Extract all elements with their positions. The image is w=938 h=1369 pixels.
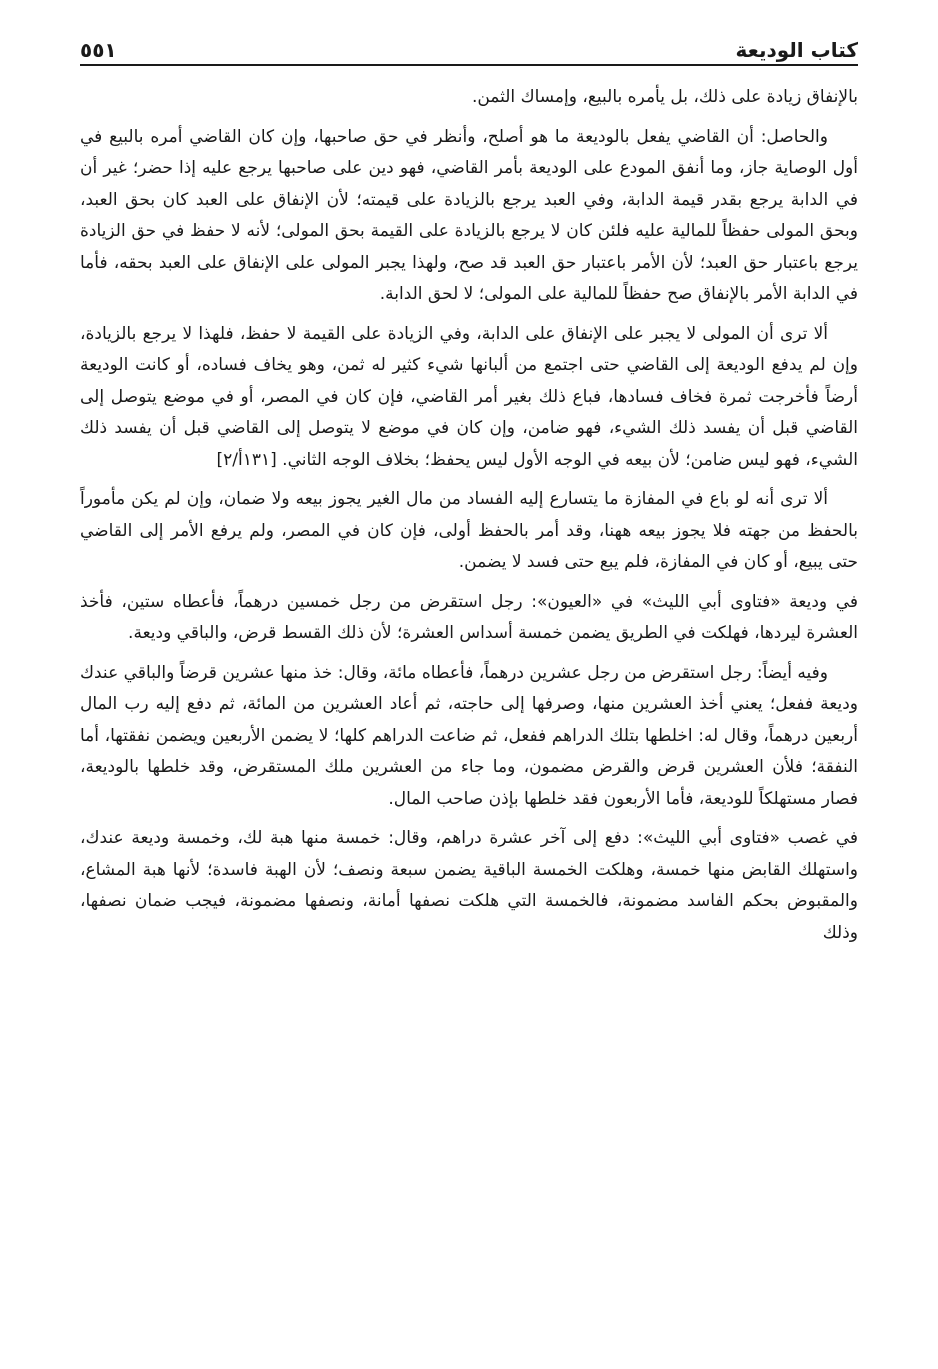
paragraph-1: بالإنفاق زيادة على ذلك، بل يأمره بالبيع، وإمساك الثمن. — [471, 87, 858, 107]
body-text — [80, 82, 858, 949]
paragraph-5: في وديعة «فتاوى أبي الليث» في «العيون»: رجل استقرض من رجل خمسين درهماً، فأعطاه ستين، فأخذ العشرة ليردها، فهلكت في الطريق يضمن خمسة أسداس العشرة؛ لأن ذلك القسط قرض، والباقي وديعة. — [80, 591, 858, 643]
paragraph-3: ألا ترى أن المولى لا يجبر على الإنفاق على الدابة، وفي الزيادة على القيمة لا حفظ، فلهذا لا يرجع بالزيادة، وإن لم يدفع الوديعة إلى القاضي حتى اجتمع من ألبانها شيء كثير له ثمن، وهو يخاف فساده، أو كانت الوديعة أرضاً فأخرجت ثمرة فخاف فسادها، فباع ذلك بغير أمر القاضي، فإن كان في المصر، أو في موضع يتوصل إلى القاضي قبل أن يفسد ذلك الشيء، فهو ضامن، وإن كان في موضع لا يتوصل إلى القاضي قبل أن يفسد ذلك الشيء، فهو ليس ضامن؛ لأن بيعه في الوجه الأول ليس يحفظ؛ بخلاف الوجه الثاني. [١٣١أ/٢] — [80, 323, 858, 470]
running-head — [80, 28, 858, 66]
paragraph-6: وفيه أيضاً: رجل استقرض من رجل عشرين درهماً، فأعطاه مائة، وقال: خذ منها عشرين قرضاً والباقي عندك وديعة ففعل؛ يعني أخذ العشرين منها، وصرفها إلى حاجته، ثم أعاد العشرين من المائة، ثم دفع إليه رب المال أربعين درهماً، وقال له: اخلطها بتلك الدراهم ففعل، ثم ضاعت الدراهم كلها؛ لا يضمن الأربعين ويضمن نفقتها، أما النفقة؛ فلأن العشرين قرض والقرض مضمون، وما جاء من العشرين ملك المستقرض، وقد خلطها بالوديعة، فصار مستهلكاً للوديعة، فأما الأربعون فقد خلطها بإذن صاحب المال. — [80, 662, 858, 809]
page-number: ٥٥١ — [80, 38, 117, 62]
paragraph-4: ألا ترى أنه لو باع في المفازة ما يتسارع إليه الفساد من مال الغير يجوز بيعه ولا ضمان، وإن لم يكن مأموراً بالحفظ من جهته فلا يجوز بيعه ههنا، وقد أمر بالحفظ أولى، فإن كان في المصر، ولم يرفع الأمر إلى القاضي حتى يبيع، أو كان في المفازة، فلم يبع حتى فسد لا يضمن. — [80, 489, 858, 572]
paragraph-2: والحاصل: أن القاضي يفعل بالوديعة ما هو أصلح، وأنظر في حق صاحبها، وإن كان القاضي أمره بالبيع في أول الوصاية جاز، وما أنفق المودع على الوديعة بأمر القاضي، فهو دين على صاحبها يرجع عليه إذا حضر؛ غير أن في الدابة يرجع بقدر قيمة الدابة، وفي العبد يرجع بالزيادة على قيمته؛ لأن الإنفاق على العبد كان بحق العبد، وبحق المولى حفظاً للمالية عليه فلئن كان لا يرجع بالزيادة على القيمة بحق المولى؛ لأنه لا حفظ في حق الزيادة يرجع باعتبار حق العبد؛ لأن الأمر باعتبار حق العبد قد صح، ولهذا يجبر المولى على الإنفاق على العبد بحقه، فأما في الدابة الأمر بالإنفاق صح حفظاً للمالية على المولى؛ لا لحق الدابة. — [80, 126, 858, 304]
paragraph-7: في غصب «فتاوى أبي الليث»: دفع إلى آخر عشرة دراهم، وقال: خمسة منها هبة لك، وخمسة وديعة عندك، واستهلك القابض منها خمسة، وهلكت الخمسة الباقية يضمن سبعة ونصف؛ لأن الهبة فاسدة؛ لأنها هبة المشاع، والمقبوض بحكم الفاسد مضمونة، فالخمسة التي هلكت نصفها أمانة، ونصفها مضمونة، فيجب ضمان نصفها، وذلك — [80, 828, 858, 943]
book-title: كتاب الوديعة — [735, 38, 858, 62]
